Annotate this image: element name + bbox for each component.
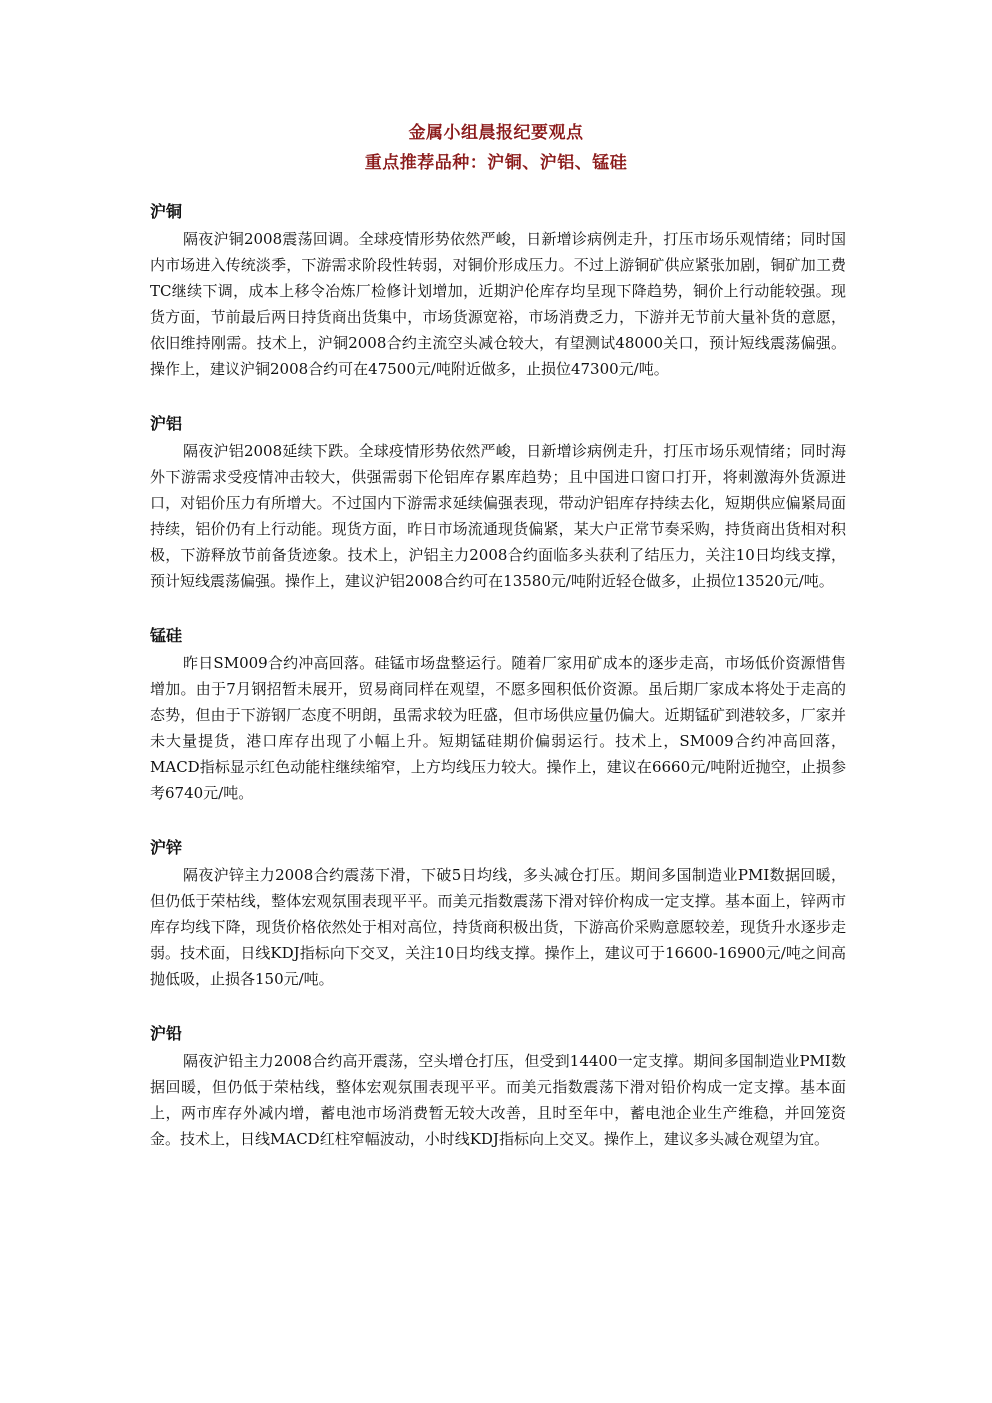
section-copper — [150, 198, 846, 382]
section-heading: 沪锌 — [150, 838, 183, 857]
page-title: 金属小组晨报纪要观点 — [408, 123, 584, 143]
section-lead — [150, 1020, 846, 1152]
section-body: 昨日SM009合约冲高回落。硅锰市场盘整运行。随着厂家用矿成本的逐步走高，市场低价资源惜售增加。由于7月钢招暂未展开，贸易商同样在观望，不愿多囤积低价资源。虽后期厂家成本将处于走高的态势，但由于下游钢厂态度不明朗，虽需求较为旺盛，但市场供应量仍偏大。近期锰矿到港较多，厂家并未大量提货，港口库存出现了小幅上升。短期锰硅期价偏弱运行。技术上，SM009合约冲高回落，MACD指标显示红色动能柱继续缩窄，上方均线压力较大。操作上，建议在6660元/吨附近抛空，止损参考6740元/吨。 — [150, 654, 846, 802]
section-heading: 沪铜 — [150, 202, 183, 221]
section-heading: 沪铝 — [150, 414, 183, 433]
section-body: 隔夜沪锌主力2008合约震荡下滑，下破5日均线，多头减仓打压。期间多国制造业PMI数据回暖，但仍低于荣枯线，整体宏观氛围表现平平。而美元指数震荡下滑对锌价构成一定支撑。基本面上，锌两市库存均线下降，现货价格依然处于相对高位，持货商积极出货，下游高价采购意愿较差，现货升水逐步走弱。技术面，日线KDJ指标向下交叉，关注10日均线支撑。操作上，建议可于16600-16900元/吨之间高抛低吸，止损各150元/吨。 — [150, 866, 846, 988]
section-body: 隔夜沪铝2008延续下跌。全球疫情形势依然严峻，日新增诊病例走升，打压市场乐观情绪；同时海外下游需求受疫情冲击较大，供强需弱下伦铝库存累库趋势；且中国进口窗口打开，将刺激海外货源进口，对铝价压力有所增大。不过国内下游需求延续偏强表现，带动沪铝库存持续去化，短期供应偏紧局面持续，铝价仍有上行动能。现货方面，昨日市场流通现货偏紧，某大户正常节奏采购，持货商出货相对积极，下游释放节前备货迹象。技术上，沪铝主力2008合约面临多头获利了结压力，关注10日均线支撑，预计短线震荡偏强。操作上，建议沪铝2008合约可在13580元/吨附近轻仓做多，止损位13520元/吨。 — [150, 442, 846, 590]
section-body: 隔夜沪铅主力2008合约高开震荡，空头增仓打压，但受到14400一定支撑。期间多国制造业PMI数据回暖，但仍低于荣枯线，整体宏观氛围表现平平。而美元指数震荡下滑对铅价构成一定支撑。基本面上，两市库存外减内增，蓄电池市场消费暂无较大改善，且时至年中，蓄电池企业生产维稳，并回笼资金。技术上，日线MACD红柱窄幅波动，小时线KDJ指标向上交叉。操作上，建议多头减仓观望为宜。 — [150, 1052, 846, 1148]
title-block — [0, 118, 992, 178]
section-zinc — [150, 834, 846, 992]
section-silicomanganese — [150, 622, 846, 806]
section-heading: 锰硅 — [150, 626, 183, 645]
section-heading: 沪铅 — [150, 1024, 183, 1043]
section-aluminum — [150, 410, 846, 594]
section-body: 隔夜沪铜2008震荡回调。全球疫情形势依然严峻，日新增诊病例走升，打压市场乐观情绪；同时国内市场进入传统淡季，下游需求阶段性转弱，对铜价形成压力。不过上游铜矿供应紧张加剧，铜矿加工费TC继续下调，成本上移令冶炼厂检修计划增加，近期沪伦库存均呈现下降趋势，铜价上行动能较强。现货方面，节前最后两日持货商出货集中，市场货源宽裕，市场消费乏力，下游并无节前大量补货的意愿，依旧维持刚需。技术上，沪铜2008合约主流空头减仓较大，有望测试48000关口，预计短线震荡偏强。操作上，建议沪铜2008合约可在47500元/吨附近做多，止损位47300元/吨。 — [150, 230, 846, 378]
document-content — [150, 198, 846, 1180]
page-subtitle: 重点推荐品种：沪铜、沪铝、锰硅 — [364, 153, 628, 173]
